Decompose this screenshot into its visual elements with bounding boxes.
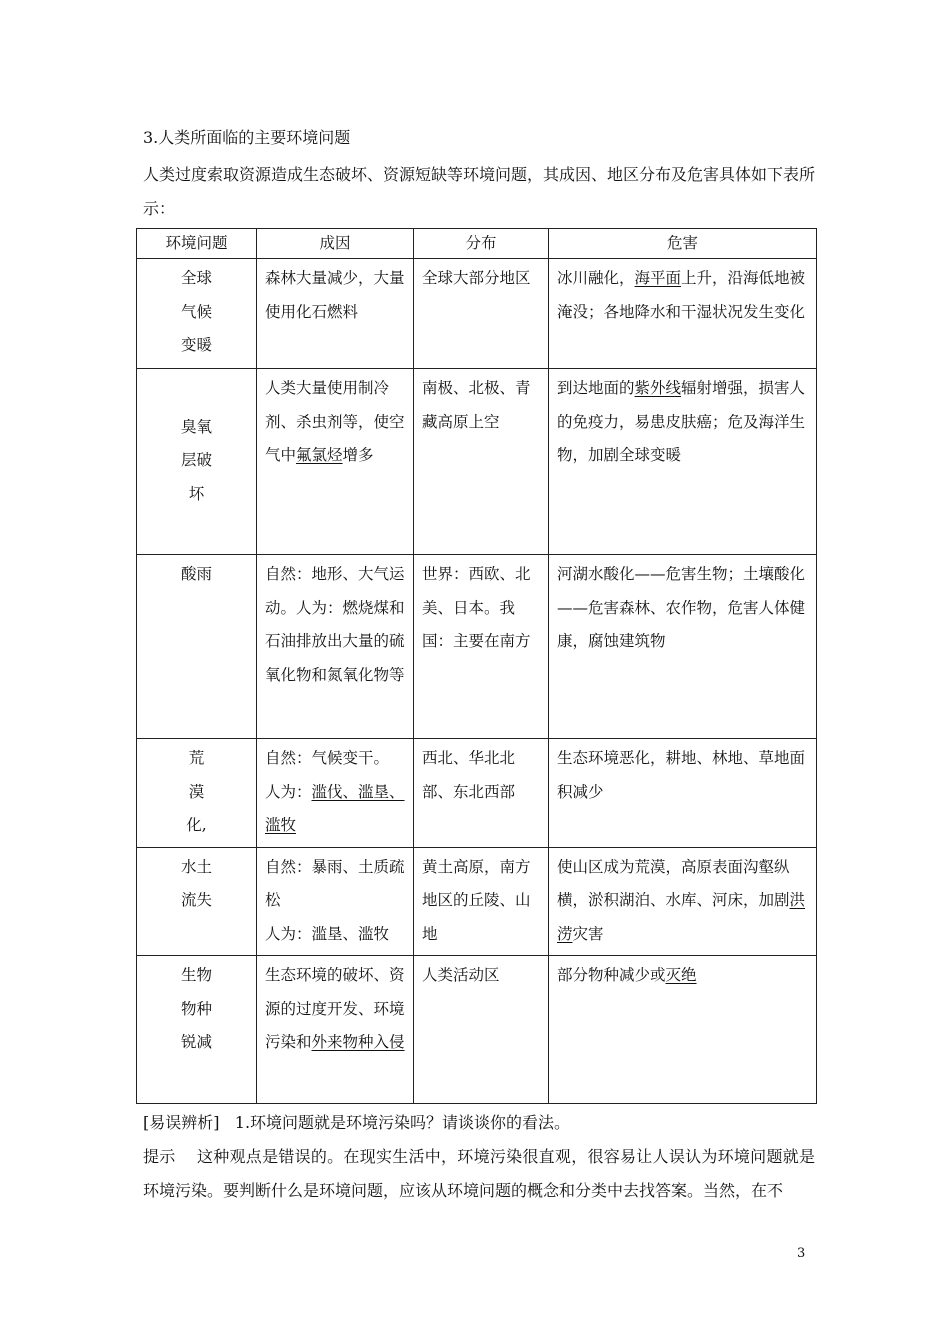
cell-text: 增多 [342,446,374,464]
table-row [137,956,817,1104]
cell-distribution [414,847,549,956]
cell-harm [549,369,817,555]
header-problem: 环境问题 [137,229,257,259]
problem-name-line: 酸雨 [180,565,212,583]
header-harm: 危害 [549,229,817,259]
problem-name-line: 水土 [180,857,212,876]
cell-text: 全球大部分地区 [422,269,531,287]
cell-harm [549,956,817,1104]
problem-name-line: 全球 [180,269,212,287]
cell-text: 黄土高原，南方地区的丘陵、山地 [422,857,531,943]
cell-text: 人类大量使用制冷剂、杀虫剂等，使空气中 [265,379,405,464]
key-term: 滥伐、滥垦、滥牧 [265,782,405,834]
cell-harm [549,739,817,848]
answer-label: 提示 [143,1147,176,1166]
key-term: 外来物种入侵 [311,1033,405,1051]
cell-problem [137,847,257,956]
cell-harm [549,555,817,739]
table-header-row [137,229,817,259]
cell-text: 南极、北极、青藏高原上空 [422,379,531,431]
cell-problem [137,259,257,369]
cell-cause [257,369,414,555]
cell-text: 冰川融化， [557,269,635,287]
cell-text: 使山区成为荒漠，高原表面沟壑纵横，淤积湖泊、水库、河床，加剧 [557,857,790,909]
table-row [137,847,817,956]
header-distribution: 分布 [414,229,549,259]
note-question: 1.环境问题就是环境污染吗？请谈谈你的看法。 [234,1113,571,1132]
cell-text: 生态环境恶化，耕地、林地、草地面积减少 [557,749,806,801]
cell-text: 自然：地形、大气运动。人为：燃烧煤和石油排放出大量的硫氧化物和氮氧化物等 [265,565,405,684]
problem-name-line: 流失 [180,891,212,909]
table-row [137,369,817,555]
cell-text: 西北、华北北部、东北西部 [422,749,516,801]
cell-problem [137,555,257,739]
problem-name-line: 生物 [180,966,212,984]
table-body [137,259,817,1104]
cell-text: 人为： [265,782,312,801]
problem-name-line: 坏 [188,484,205,503]
page-number: 3 [797,1246,806,1261]
cell-distribution [414,259,549,369]
cell-cause [257,259,414,369]
header-cause: 成因 [257,229,414,259]
cell-problem [137,369,257,555]
cell-text: 生态环境的破坏、资源的过度开发、环境污染和 [265,966,405,1051]
cell-harm [549,259,817,369]
cell-problem [137,956,257,1104]
key-term: 灭绝 [665,966,697,984]
note-answer-line [143,1140,815,1208]
cell-distribution [414,369,549,555]
cell-distribution [414,739,549,848]
table-row [137,739,817,848]
cell-text: 部分物种减少或 [557,966,666,984]
problem-name-line: 臭氧 [180,417,212,436]
problem-name-line: 物种 [180,999,212,1018]
cell-text: 世界：西欧、北美、日本。我国：主要在南方 [422,565,531,650]
key-term: 洪涝 [557,891,806,943]
table-row [137,259,817,369]
key-term: 海平面 [634,269,682,287]
misconception-note [143,1106,815,1208]
environment-problems-table [136,228,817,1104]
cell-text: 自然：气候变干。 [265,749,390,767]
cell-text: 人为：滥垦、滥牧 [265,924,390,943]
cell-distribution [414,555,549,739]
answer-text: 这种观点是错误的。在现实生活中，环境污染很直观，很容易让人误认为环境问题就是环境污染。要判断什么是环境问题，应该从环境问题的概念和分类中去找答案。当然，在不 [143,1147,815,1200]
cell-cause [257,847,414,956]
problem-name-line: 化, [186,816,207,834]
table-row [137,555,817,739]
cell-text: 到达地面的 [557,379,635,397]
cell-cause [257,739,414,848]
problem-name-line: 层破 [180,451,212,470]
note-question-line [143,1106,815,1140]
cell-text: 河湖水酸化——危害生物；土壤酸化——危害森林、农作物，危害人体健康，腐蚀建筑物 [557,565,806,650]
note-label: [易误辨析] [143,1113,220,1132]
cell-harm [549,847,817,956]
problem-name-line: 变暖 [180,336,212,354]
key-term: 氟氯烃 [296,446,343,464]
cell-text: 自然：暴雨、土质疏松 [265,857,405,909]
cell-text: 森林大量减少，大量使用化石燃料 [265,269,405,321]
problem-name-line: 漠 [188,782,205,801]
cell-distribution [414,956,549,1104]
cell-cause [257,956,414,1104]
key-term: 紫外线 [634,379,682,397]
problem-name-line: 气候 [180,302,212,321]
intro-paragraph: 人类过度索取资源造成生态破坏、资源短缺等环境问题，其成因、地区分布及危害具体如下表所示： [143,165,816,218]
cell-text: 辐射增强，损害人的免疫力，易患皮肤癌；危及海洋生物，加剧全球变暖 [557,379,806,464]
cell-problem [137,739,257,848]
section-heading: 3.人类所面临的主要环境问题 [143,128,351,147]
cell-cause [257,555,414,739]
problem-name-line: 锐减 [180,1033,212,1051]
cell-text: 灾害 [572,924,604,943]
cell-text: 上升，沿海低地被淹没；各地降水和干湿状况发生变化 [557,269,806,321]
problem-name-line: 荒 [188,749,205,767]
cell-text: 人类活动区 [422,966,500,984]
